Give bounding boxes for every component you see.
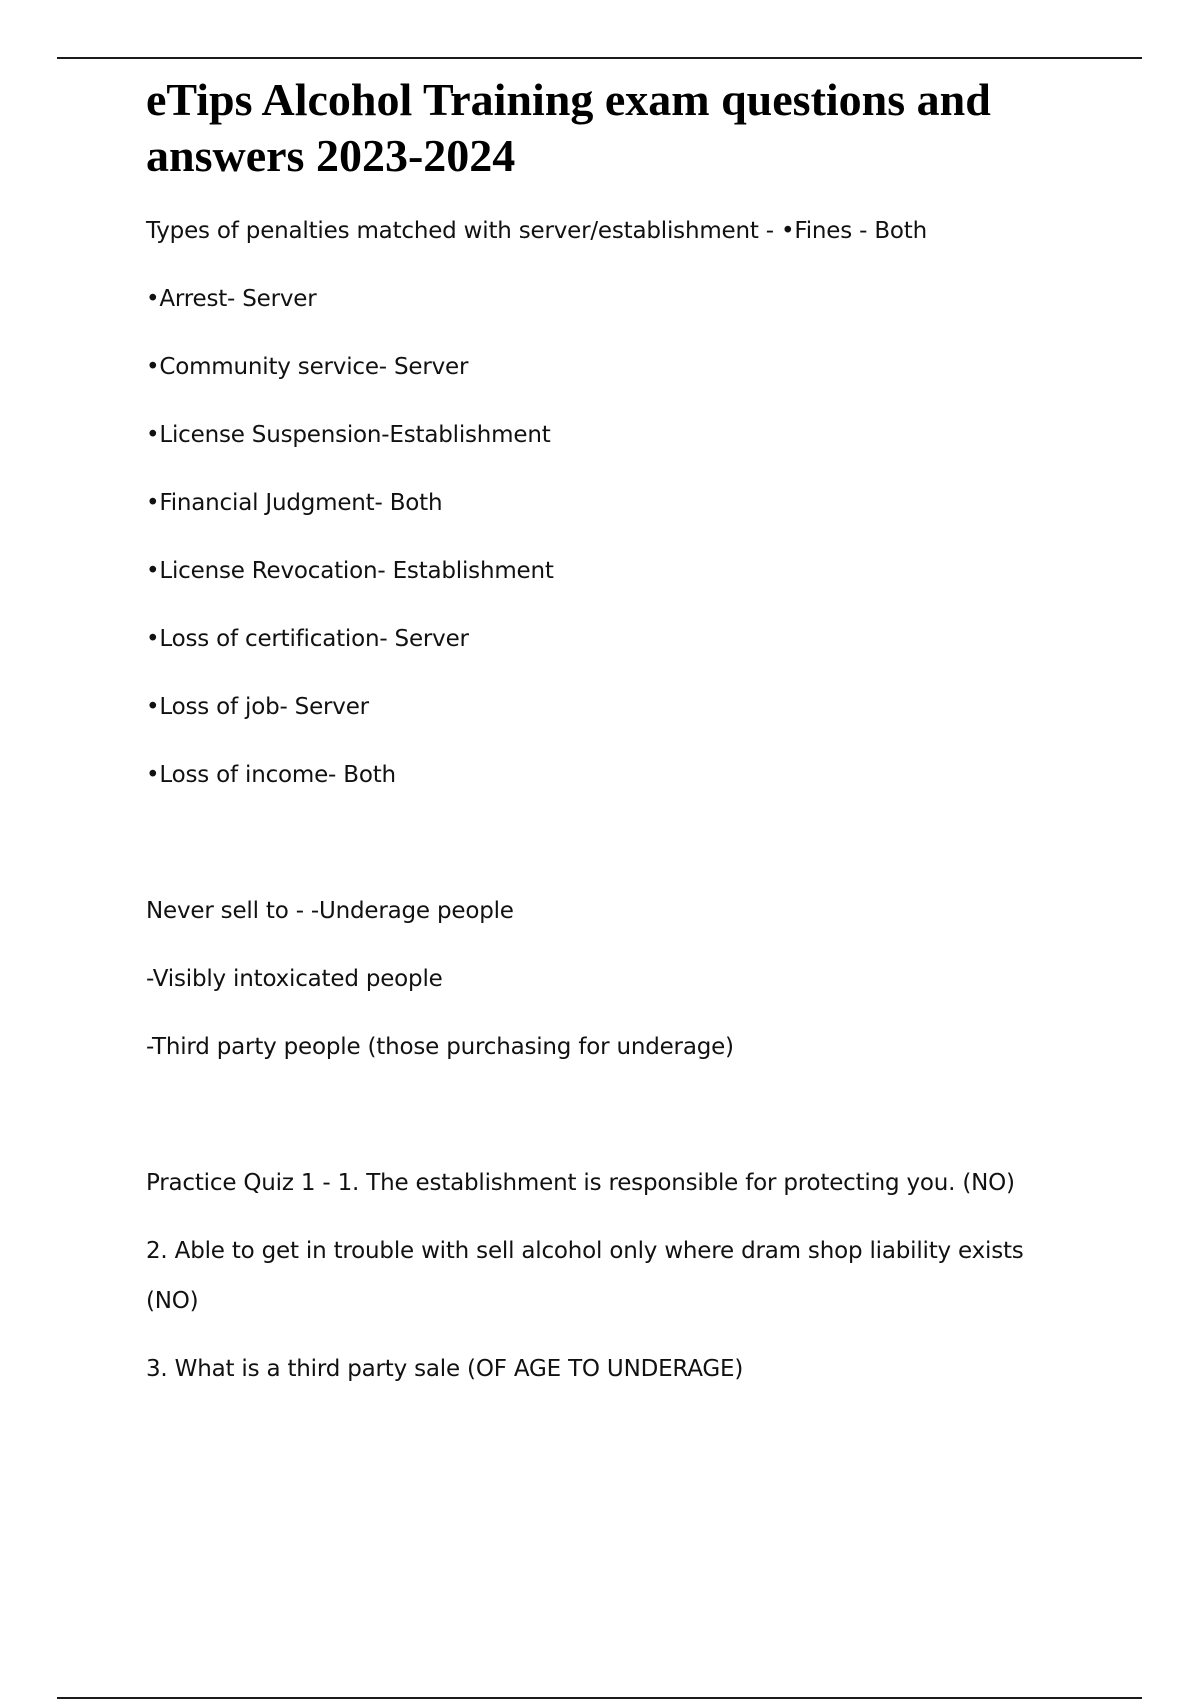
never-sell-question: Never sell to - -Underage people (146, 898, 514, 924)
penalties-section (146, 206, 1046, 800)
quiz-item: Practice Quiz 1 - 1. The establishment is responsible for protecting you. (NO) (146, 1170, 1015, 1196)
never-sell-item: -Visibly intoxicated people (146, 966, 443, 992)
penalty-item: •Loss of job- Server (146, 694, 369, 720)
quiz-item: 2. Able to get in trouble with sell alcohol only where dram shop liability exists (NO) (146, 1238, 1024, 1314)
never-sell-section (146, 886, 1046, 1072)
penalty-item: •License Revocation- Establishment (146, 558, 554, 584)
penalty-item: •Arrest- Server (146, 286, 317, 312)
section-spacer (146, 818, 1046, 886)
penalties-question: Types of penalties matched with server/establishment - •Fines - Both (146, 218, 927, 244)
quiz-item: 3. What is a third party sale (OF AGE TO UNDERAGE) (146, 1356, 744, 1382)
quiz-section (146, 1158, 1046, 1394)
bottom-rule (57, 1697, 1142, 1699)
never-sell-item: -Third party people (those purchasing for underage) (146, 1034, 734, 1060)
penalty-item: •License Suspension-Establishment (146, 422, 551, 448)
document-body (146, 72, 1046, 1412)
section-spacer (146, 1090, 1046, 1158)
document-title: eTips Alcohol Training exam questions and answers 2023-2024 (146, 74, 991, 181)
penalty-item: •Financial Judgment- Both (146, 490, 443, 516)
penalty-item: •Loss of certification- Server (146, 626, 469, 652)
penalty-item: •Loss of income- Both (146, 762, 396, 788)
penalty-item: •Community service- Server (146, 354, 469, 380)
top-rule (57, 57, 1142, 59)
